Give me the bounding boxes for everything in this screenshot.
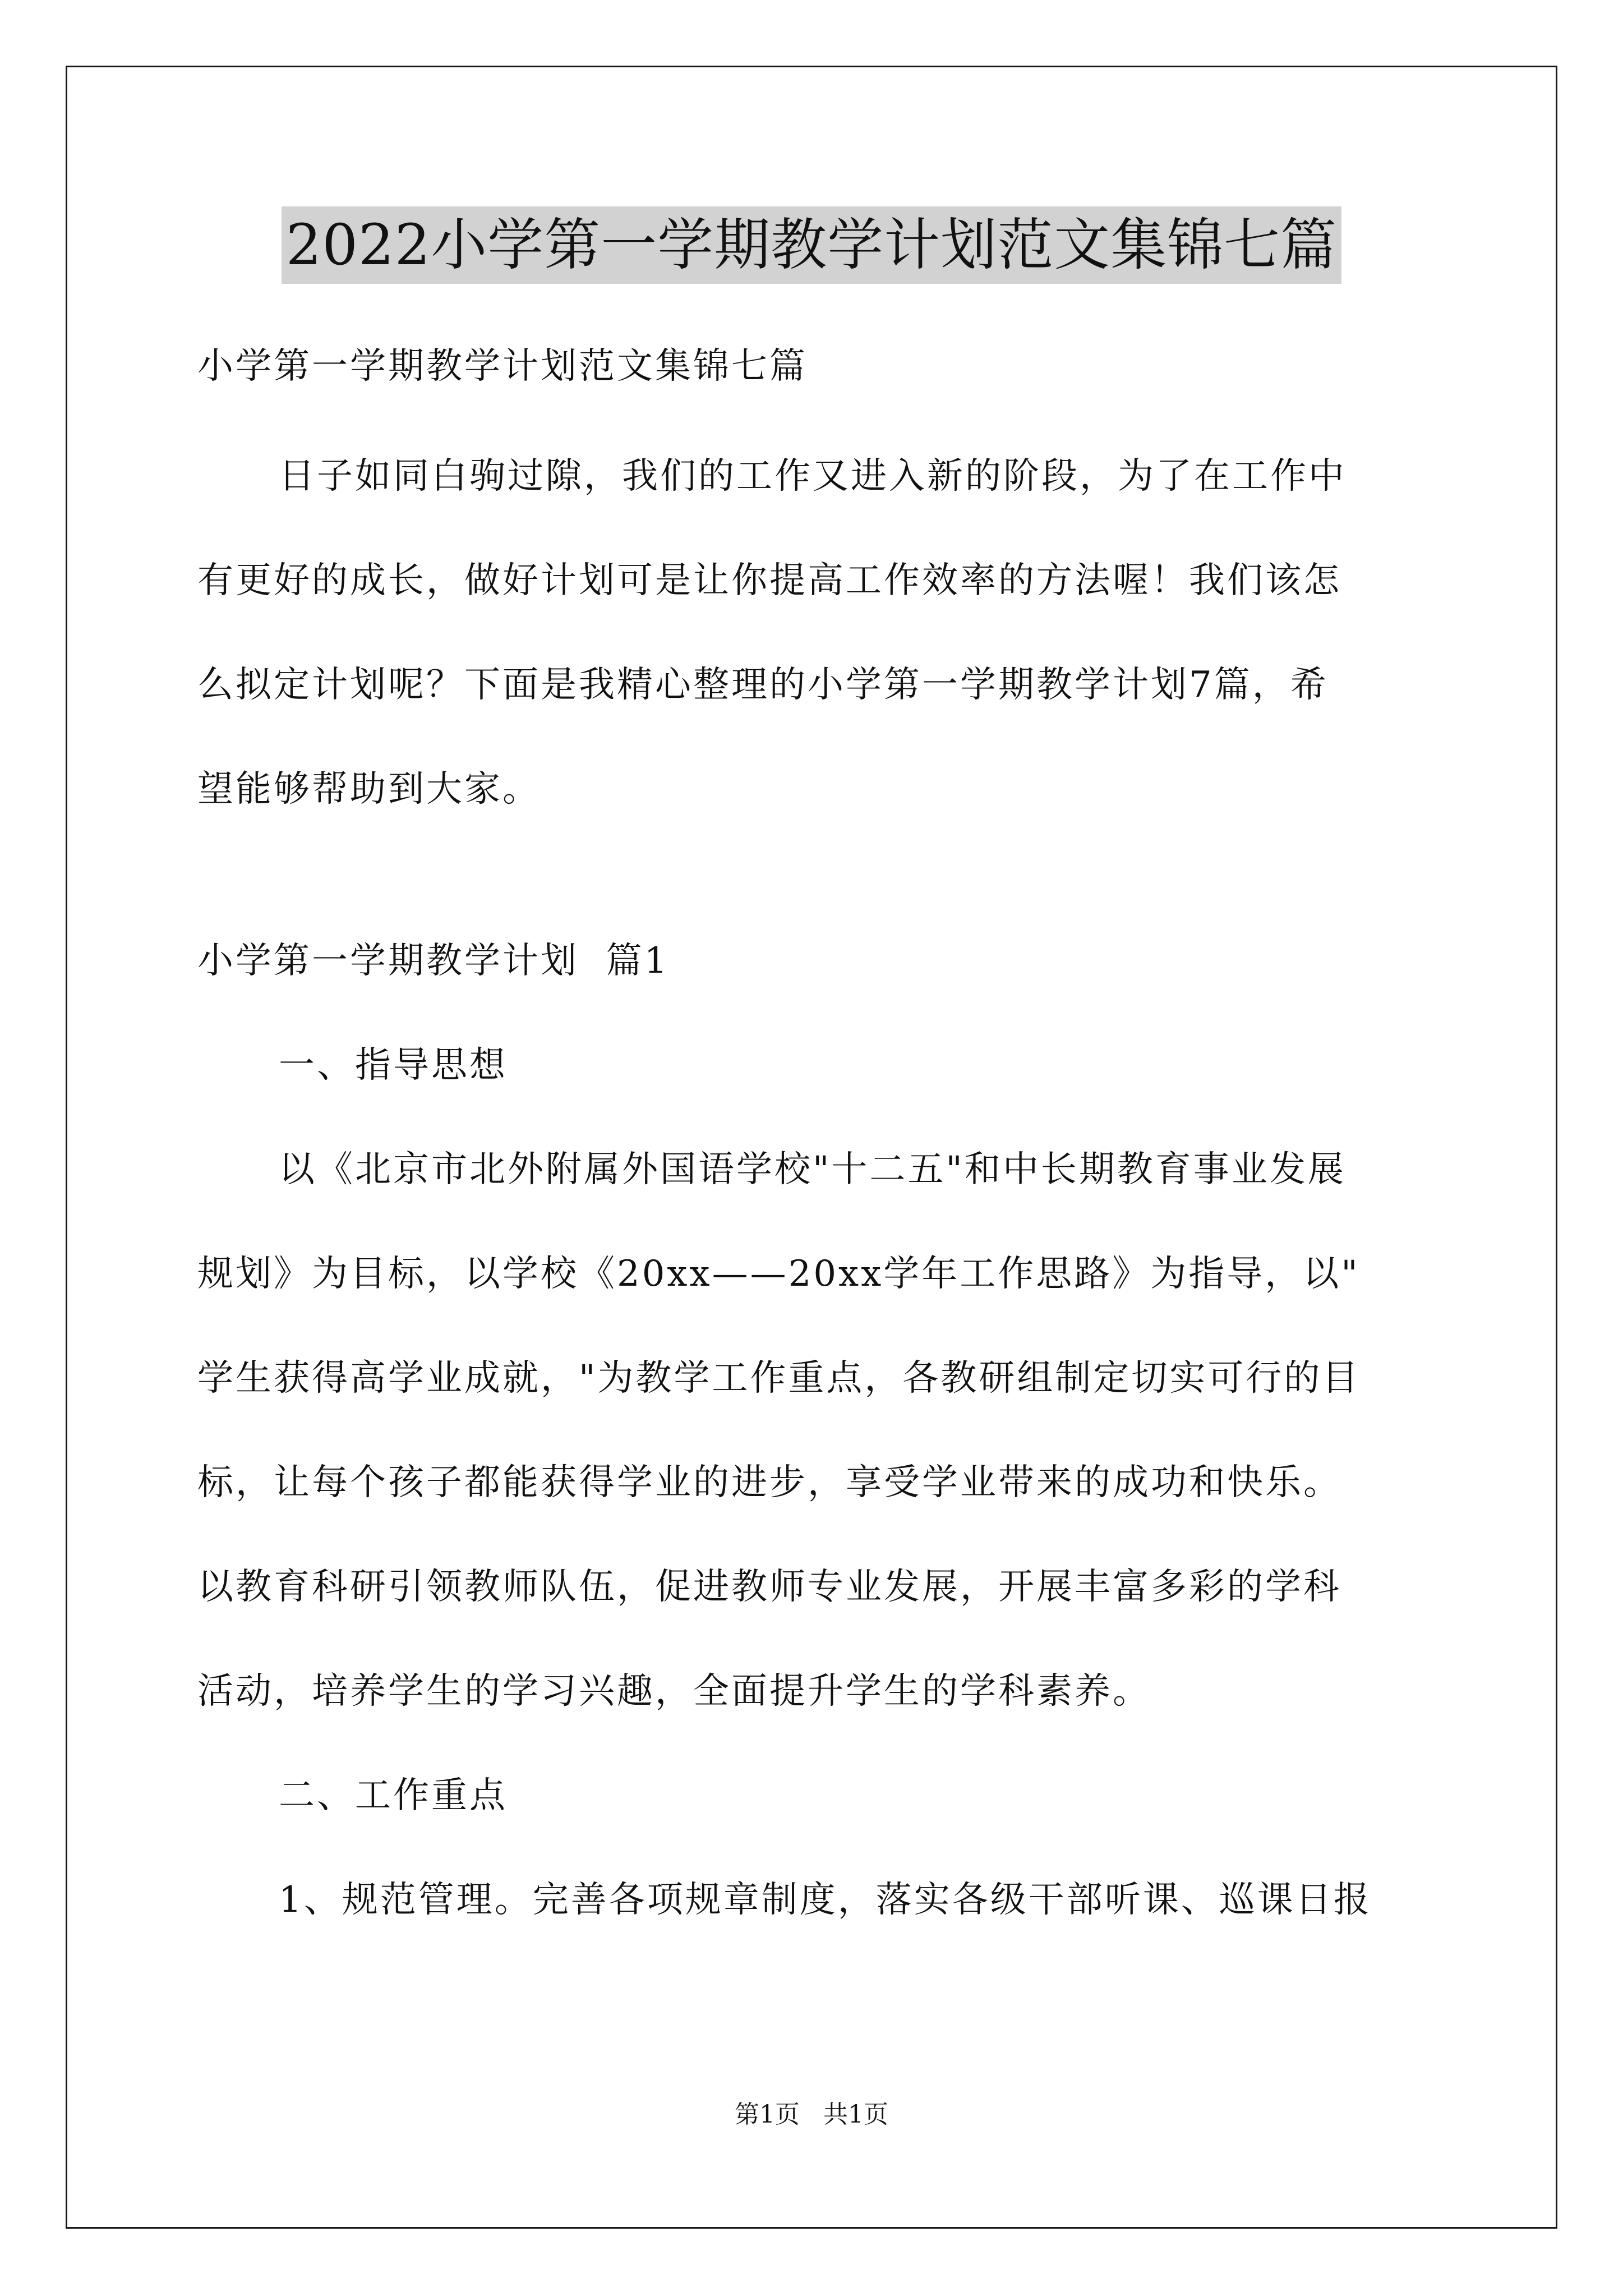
intro-line: 望能够帮助到大家。 xyxy=(197,769,541,810)
document-body xyxy=(197,314,1431,1952)
title-container xyxy=(0,206,1623,284)
document-subtitle: 小学第一学期教学计划范文集锦七篇 xyxy=(197,346,808,387)
page-number-total: 共1页 xyxy=(823,2100,888,2129)
heading-guiding-ideology: 一、指导思想 xyxy=(279,1045,508,1086)
page-footer xyxy=(0,2098,1623,2132)
paragraph-line: 1、规范管理。完善各项规章制度，落实各级干部听课、巡课日报 xyxy=(279,1879,1372,1921)
paragraph-line: 活动，培养学生的学习兴趣，全面提升学生的学科素养。 xyxy=(197,1671,1151,1712)
intro-line: 么拟定计划呢？下面是我精心整理的小学第一学期教学计划7篇，希 xyxy=(197,664,1329,706)
paragraph-line: 学生获得高学业成就，"为教学工作重点，各教研组制定切实可行的目 xyxy=(197,1358,1361,1399)
paragraph-line: 以教育科研引领教师队伍，促进教师专业发展，开展丰富多彩的学科 xyxy=(197,1566,1341,1608)
intro-line: 有更好的成长，做好计划可是让你提高工作效率的方法喔！我们该怎 xyxy=(197,560,1341,601)
paragraph-line: 标，让每个孩子都能获得学业的进步，享受学业带来的成功和快乐。 xyxy=(197,1462,1341,1503)
document-title: 2022小学第一学期教学计划范文集锦七篇 xyxy=(282,206,1342,284)
intro-line: 日子如同白驹过隙，我们的工作又进入新的阶段，为了在工作中 xyxy=(279,455,1347,497)
heading-work-focus: 二、工作重点 xyxy=(279,1775,508,1816)
paragraph-line: 规划》为目标，以学校《20xx——20xx学年工作思路》为指导，以" xyxy=(197,1253,1360,1295)
section-heading: 小学第一学期教学计划 篇1 xyxy=(197,940,670,982)
page-number-current: 第1页 xyxy=(735,2100,800,2129)
paragraph-line: 以《北京市北外附属外国语学校"十二五"和中长期教育事业发展 xyxy=(279,1149,1346,1190)
